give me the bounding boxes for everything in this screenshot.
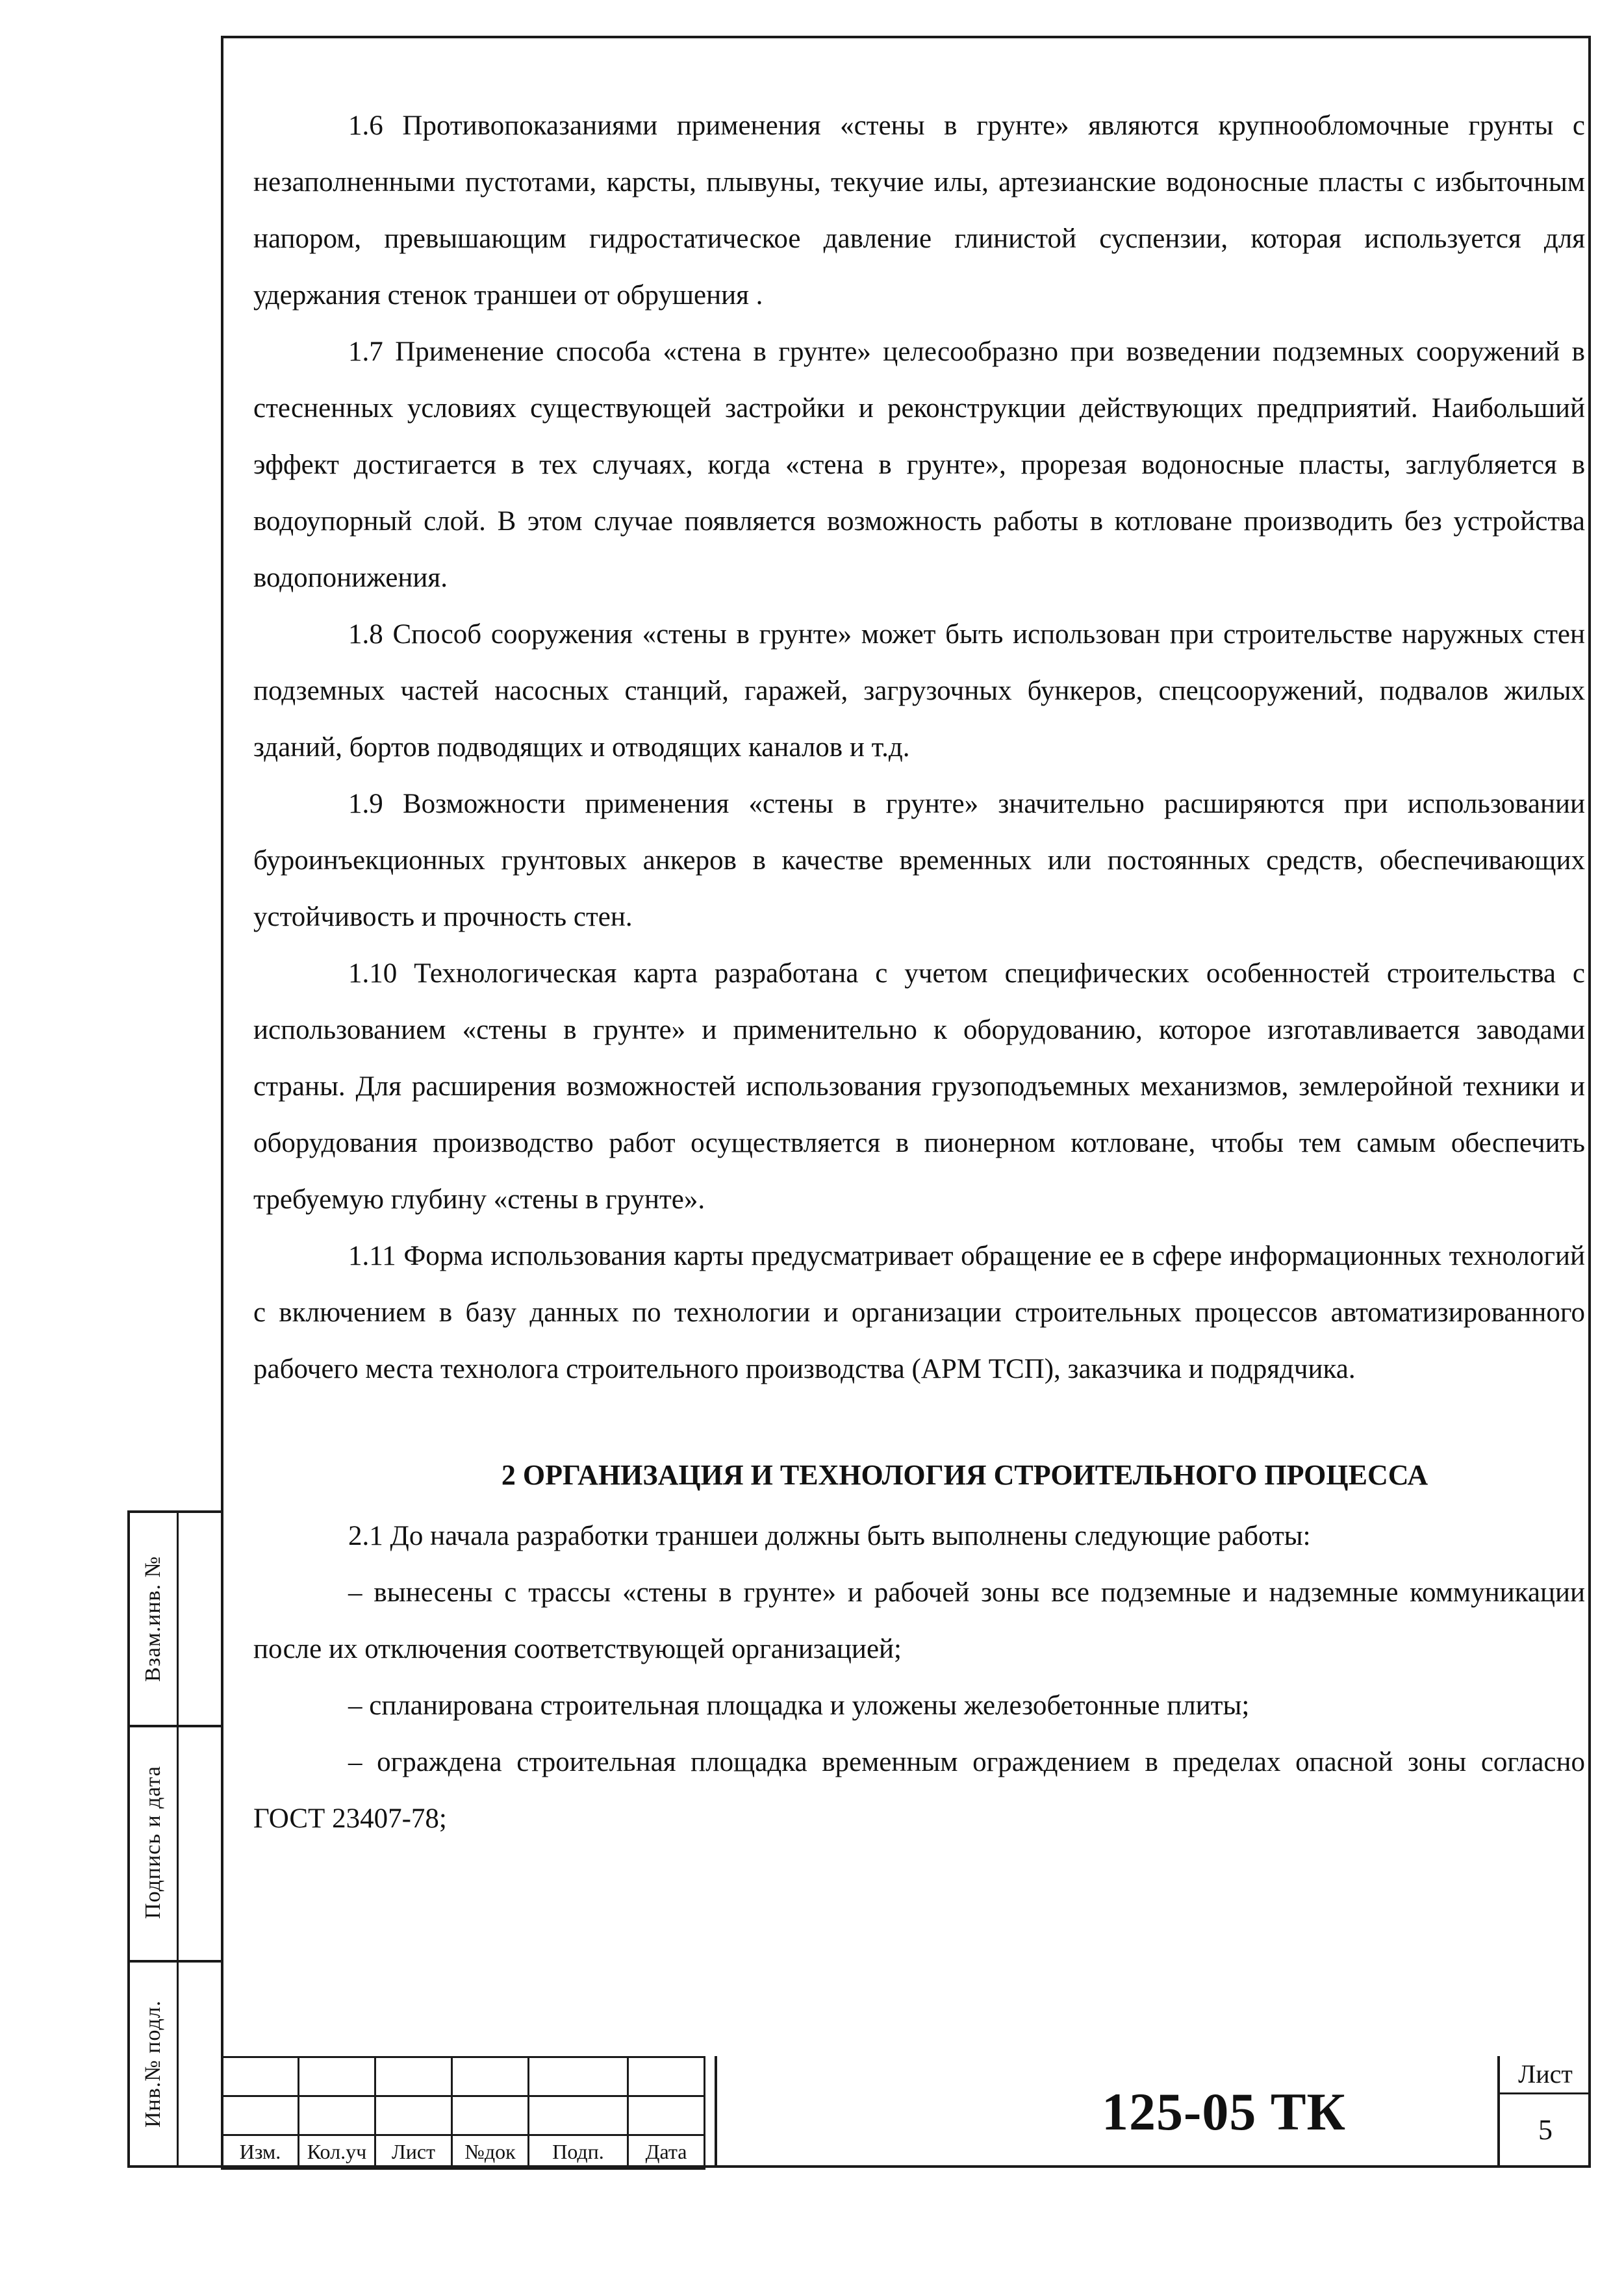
sheet-number-cell [1497, 2056, 1591, 2168]
revision-cell [375, 2057, 452, 2096]
paragraph-2-1: 2.1 До начала разработки траншеи должны быть выполнены следующие работы: [348, 1521, 1311, 1551]
revision-cell [529, 2096, 628, 2135]
title-block [221, 2056, 1591, 2168]
list-item: – вынесены с трассы «стены в грунте» и рабочей зоны все подземные и надземные коммуникации после их отключения соответствующей организацией; [253, 1577, 1585, 1664]
revision-table [221, 2056, 705, 2170]
revision-cell [628, 2057, 705, 2096]
section-heading: 2 ОРГАНИЗАЦИЯ И ТЕХНОЛОГИЯ СТРОИТЕЛЬНОГО ПРОЦЕССА [501, 1459, 1428, 1491]
revision-cell [452, 2057, 529, 2096]
revision-cell [628, 2096, 705, 2135]
revision-cell [299, 2096, 375, 2135]
side-stamp [127, 1510, 223, 2168]
paragraph-1-7: 1.7 Применение способа «стена в грунте» целесообразно при возведении подземных сооружений в стесненных условиях существующей застройки и реконструкции действующих предприятий. Наибольший эффект достигается в тех случаях, когда «стена в грунте», прорезая водоносные пласты, заглубляется в водоупорный слой. В этом случае появляется возможность работы в котловане производить без устройства водопонижения. [253, 337, 1585, 593]
paragraph-1-8: 1.8 Способ сооружения «стены в грунте» может быть использован при строительстве наружных стен подземных частей насосных станций, гаражей, загрузочных бункеров, спецсооружений, подвалов жилых зданий, бортов подводящих и отводящих каналов и т.д. [253, 619, 1585, 763]
revision-cell [452, 2096, 529, 2135]
column-label-signature: Подп. [529, 2135, 628, 2169]
column-label-date: Дата [628, 2135, 705, 2169]
column-label-change: Изм. [222, 2135, 299, 2169]
paragraph-1-10: 1.10 Технологическая карта разработана с учетом специфических особенностей строительства с использованием «стены в грунте» и применительно к оборудованию, которое изготавливается заводами страны. Для расширения возможностей использования грузоподъемных механизмов, землеройной техники и оборудования производство работ осуществляется в пионерном котловане, чтобы тем самым обеспечить требуемую глубину «стены в грунте». [253, 958, 1585, 1215]
side-stamp-replacement-inv: Взам.инв. № [141, 1555, 166, 1683]
side-stamp-value-column [177, 1513, 223, 2165]
list-item: – ограждена строительная площадка временным ограждением в пределах опасной зоны согласно ГОСТ 23407-78; [253, 1747, 1585, 1834]
revision-cell [299, 2057, 375, 2096]
sheet-number: 5 [1538, 2114, 1553, 2146]
revision-cell [529, 2057, 628, 2096]
revision-cell [222, 2096, 299, 2135]
document-code-cell [715, 2056, 1624, 2168]
document-code: 125-05 ТК [1102, 2082, 1346, 2141]
column-label-doc-number: №док [452, 2135, 529, 2169]
side-stamp-signature-date: Подпись и дата [141, 1766, 165, 1919]
paragraph-1-9: 1.9 Возможности применения «стены в грунте» значительно расширяются при использовании буроинъекционных грунтовых анкеров в качестве временных или постоянных средств, обеспечивающих устойчивость и прочность стен. [253, 789, 1585, 932]
column-label-sheet: Лист [375, 2135, 452, 2169]
sheet-label: Лист [1500, 2056, 1591, 2094]
side-stamp-original-inv: Инв.№ подл. [141, 2000, 166, 2128]
revision-cell [375, 2096, 452, 2135]
column-label-count: Кол.уч [299, 2135, 375, 2169]
paragraph-1-6: 1.6 Противопоказаниями применения «стены в грунте» являются крупнообломочные грунты с незаполненными пустотами, карсты, плывуны, текучие илы, артезианские водоносные пласты с избыточным напором, превышающим гидростатическое давление глинистой суспензии, которая используется для удержания стенок траншеи от обрушения . [253, 110, 1585, 311]
document-body [253, 97, 1585, 1847]
paragraph-1-11: 1.11 Форма использования карты предусматривает обращение ее в сфере информационных технологий с включением в базу данных по технологии и организации строительных процессов автоматизированного рабочего места технолога строительного производства (АРМ ТСП), заказчика и подрядчика. [253, 1241, 1585, 1384]
revision-cell [222, 2057, 299, 2096]
list-item: – спланирована строительная площадка и уложены железобетонные плиты; [348, 1690, 1250, 1721]
